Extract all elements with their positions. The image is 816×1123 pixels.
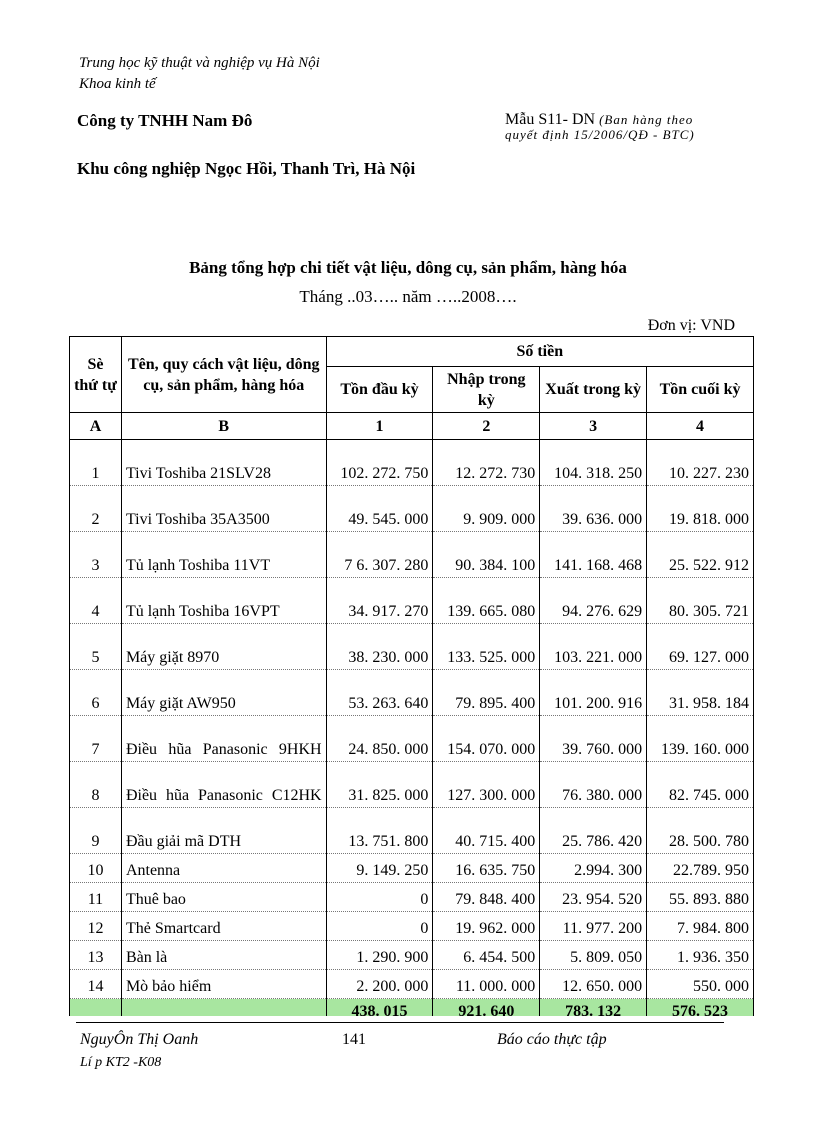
opening-value: 49. 545. 000 bbox=[326, 486, 433, 532]
export-value: 25. 786. 420 bbox=[540, 808, 647, 854]
total-number-cell bbox=[70, 999, 122, 1017]
opening-value: 24. 850. 000 bbox=[326, 716, 433, 762]
export-value: 39. 760. 000 bbox=[540, 716, 647, 762]
export-value: 103. 221. 000 bbox=[540, 624, 647, 670]
report-title: Bảng tổng hợp chi tiết vật liệu, dông cụ, sản phẩm, hàng hóa bbox=[189, 258, 627, 277]
item-name: Thuê bao bbox=[121, 883, 326, 912]
row-number: 6 bbox=[70, 670, 122, 716]
import-value: 9. 909. 000 bbox=[433, 486, 540, 532]
row-number: 10 bbox=[70, 854, 122, 883]
import-value: 133. 525. 000 bbox=[433, 624, 540, 670]
opening-value: 38. 230. 000 bbox=[326, 624, 433, 670]
footer-class: Lí p KT2 -K08 bbox=[80, 1055, 162, 1070]
header-stt: Sè thứ tự bbox=[70, 337, 122, 413]
opening-value: 13. 751. 800 bbox=[326, 808, 433, 854]
opening-value: 1. 290. 900 bbox=[326, 941, 433, 970]
export-value: 104. 318. 250 bbox=[540, 440, 647, 486]
closing-value: 139. 160. 000 bbox=[647, 716, 754, 762]
export-value: 23. 954. 520 bbox=[540, 883, 647, 912]
opening-value: 9. 149. 250 bbox=[326, 854, 433, 883]
total-closing: 576. 523 bbox=[647, 999, 754, 1017]
item-name: Tivi Toshiba 35A3500 bbox=[121, 486, 326, 532]
import-value: 40. 715. 400 bbox=[433, 808, 540, 854]
row-number: 8 bbox=[70, 762, 122, 808]
item-name: Tủ lạnh Toshiba 16VPT bbox=[121, 578, 326, 624]
table-row bbox=[70, 883, 754, 912]
school-name: Trung học kỹ thuật và nghiệp vụ Hà Nội bbox=[79, 55, 320, 71]
row-number: 11 bbox=[70, 883, 122, 912]
row-number: 1 bbox=[70, 440, 122, 486]
import-value: 6. 454. 500 bbox=[433, 941, 540, 970]
form-note-1: (Ban hàng theo bbox=[599, 112, 694, 127]
opening-value: 31. 825. 000 bbox=[326, 762, 433, 808]
opening-value: 102. 272. 750 bbox=[326, 440, 433, 486]
export-value: 141. 168. 468 bbox=[540, 532, 647, 578]
code-a: A bbox=[70, 413, 122, 440]
import-value: 154. 070. 000 bbox=[433, 716, 540, 762]
closing-value: 80. 305. 721 bbox=[647, 578, 754, 624]
code-1: 1 bbox=[326, 413, 433, 440]
form-code: Mẫu S11- DN bbox=[505, 111, 596, 128]
opening-value: 7 6. 307. 280 bbox=[326, 532, 433, 578]
total-row bbox=[70, 999, 754, 1017]
export-value: 94. 276. 629 bbox=[540, 578, 647, 624]
table-row bbox=[70, 912, 754, 941]
code-2: 2 bbox=[433, 413, 540, 440]
code-3: 3 bbox=[540, 413, 647, 440]
form-code-block bbox=[505, 111, 695, 143]
summary-table bbox=[69, 336, 754, 1016]
import-value: 19. 962. 000 bbox=[433, 912, 540, 941]
footer-author: NguyÔn Thị Oanh bbox=[80, 1031, 199, 1048]
total-opening: 438. 015 bbox=[326, 999, 433, 1017]
item-name: Antenna bbox=[121, 854, 326, 883]
opening-value: 34. 917. 270 bbox=[326, 578, 433, 624]
item-name: Tủ lạnh Toshiba 11VT bbox=[121, 532, 326, 578]
row-number: 3 bbox=[70, 532, 122, 578]
closing-value: 7. 984. 800 bbox=[647, 912, 754, 941]
closing-value: 28. 500. 780 bbox=[647, 808, 754, 854]
faculty-name: Khoa kinh tế bbox=[79, 76, 156, 92]
import-value: 79. 895. 400 bbox=[433, 670, 540, 716]
export-value: 76. 380. 000 bbox=[540, 762, 647, 808]
import-value: 16. 635. 750 bbox=[433, 854, 540, 883]
table-row bbox=[70, 624, 754, 670]
closing-value: 25. 522. 912 bbox=[647, 532, 754, 578]
header-closing: Tồn cuối kỳ bbox=[647, 367, 754, 413]
total-export: 783. 132 bbox=[540, 999, 647, 1017]
row-number: 7 bbox=[70, 716, 122, 762]
row-number: 4 bbox=[70, 578, 122, 624]
header-import: Nhập trong kỳ bbox=[433, 367, 540, 413]
opening-value: 2. 200. 000 bbox=[326, 970, 433, 999]
code-b: B bbox=[121, 413, 326, 440]
footer-divider bbox=[76, 1022, 724, 1023]
table-row bbox=[70, 486, 754, 532]
closing-value: 55. 893. 880 bbox=[647, 883, 754, 912]
row-number: 5 bbox=[70, 624, 122, 670]
table-row bbox=[70, 762, 754, 808]
table-viewport bbox=[69, 336, 754, 1016]
closing-value: 10. 227. 230 bbox=[647, 440, 754, 486]
item-name: Đầu giải mã DTH bbox=[121, 808, 326, 854]
closing-value: 1. 936. 350 bbox=[647, 941, 754, 970]
total-import: 921. 640 bbox=[433, 999, 540, 1017]
item-name: Máy giặt 8970 bbox=[121, 624, 326, 670]
export-value: 12. 650. 000 bbox=[540, 970, 647, 999]
report-period: Tháng ..03….. năm …..2008…. bbox=[299, 287, 517, 306]
opening-value: 0 bbox=[326, 883, 433, 912]
company-address: Khu công nghiệp Ngọc Hồi, Thanh Trì, Hà Nội bbox=[77, 159, 416, 178]
column-code-row bbox=[70, 413, 754, 440]
table-row bbox=[70, 716, 754, 762]
closing-value: 31. 958. 184 bbox=[647, 670, 754, 716]
table-row bbox=[70, 670, 754, 716]
export-value: 11. 977. 200 bbox=[540, 912, 647, 941]
item-name: Mò bảo hiểm bbox=[121, 970, 326, 999]
header-export: Xuất trong kỳ bbox=[540, 367, 647, 413]
footer-report-name: Báo cáo thực tập bbox=[497, 1031, 607, 1048]
opening-value: 53. 263. 640 bbox=[326, 670, 433, 716]
table-row bbox=[70, 440, 754, 486]
table-row bbox=[70, 578, 754, 624]
header-amount-group: Số tiền bbox=[326, 337, 753, 367]
row-number: 9 bbox=[70, 808, 122, 854]
import-value: 139. 665. 080 bbox=[433, 578, 540, 624]
row-number: 2 bbox=[70, 486, 122, 532]
closing-value: 82. 745. 000 bbox=[647, 762, 754, 808]
item-name: Tivi Toshiba 21SLV28 bbox=[121, 440, 326, 486]
closing-value: 19. 818. 000 bbox=[647, 486, 754, 532]
header-opening: Tồn đầu kỳ bbox=[326, 367, 433, 413]
table-row bbox=[70, 808, 754, 854]
import-value: 79. 848. 400 bbox=[433, 883, 540, 912]
closing-value: 22.789. 950 bbox=[647, 854, 754, 883]
row-number: 12 bbox=[70, 912, 122, 941]
import-value: 127. 300. 000 bbox=[433, 762, 540, 808]
export-value: 101. 200. 916 bbox=[540, 670, 647, 716]
item-name: Bàn là bbox=[121, 941, 326, 970]
school-name-block bbox=[79, 53, 320, 95]
export-value: 39. 636. 000 bbox=[540, 486, 647, 532]
opening-value: 0 bbox=[326, 912, 433, 941]
table-row bbox=[70, 970, 754, 999]
table-row bbox=[70, 532, 754, 578]
closing-value: 69. 127. 000 bbox=[647, 624, 754, 670]
header-item-name: Tên, quy cách vật liệu, dông cụ, sản phẩm, hàng hóa bbox=[121, 337, 326, 413]
page-number: 141 bbox=[342, 1031, 366, 1048]
row-number: 14 bbox=[70, 970, 122, 999]
row-number: 13 bbox=[70, 941, 122, 970]
table-row bbox=[70, 854, 754, 883]
item-name: Thẻ Smartcard bbox=[121, 912, 326, 941]
closing-value: 550. 000 bbox=[647, 970, 754, 999]
currency-unit: Đơn vị: VND bbox=[647, 317, 735, 334]
total-label-cell bbox=[121, 999, 326, 1017]
import-value: 12. 272. 730 bbox=[433, 440, 540, 486]
item-name: Máy giặt AW950 bbox=[121, 670, 326, 716]
form-note-2: quyết định 15/2006/QĐ - BTC) bbox=[505, 127, 695, 142]
export-value: 5. 809. 050 bbox=[540, 941, 647, 970]
item-name: Điều hũa Panasonic C12HK bbox=[121, 762, 326, 808]
item-name: Điều hũa Panasonic 9HKH bbox=[121, 716, 326, 762]
table-row bbox=[70, 941, 754, 970]
import-value: 11. 000. 000 bbox=[433, 970, 540, 999]
company-name: Công ty TNHH Nam Đô bbox=[77, 111, 253, 130]
export-value: 2.994. 300 bbox=[540, 854, 647, 883]
import-value: 90. 384. 100 bbox=[433, 532, 540, 578]
code-4: 4 bbox=[647, 413, 754, 440]
